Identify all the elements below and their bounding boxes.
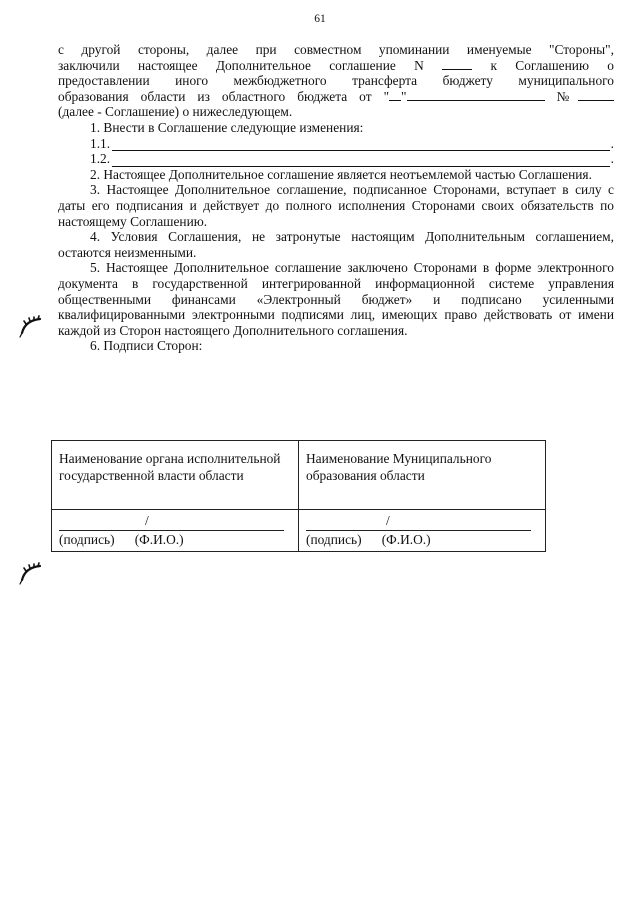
right-party-header: Наименование Муниципального образования области [306,451,492,483]
signature-slash: / [386,513,390,528]
change-item-1-2: 1.2. . [90,151,614,167]
intro-line-4: образования области из областного бюджета от " " № [58,89,614,105]
signature-slash: / [145,513,149,528]
agreement-ref-number-blank [578,89,614,101]
intro-line-2: заключили настоящее Дополнительное соглашение N к Соглашению о [58,57,614,73]
intro-line-1: с другой стороны, далее при совместном упоминании именуемые "Стороны", [58,42,614,57]
row-separator [52,509,298,510]
paragraph-5: 5. Настоящее Дополнительное соглашение заключено Сторонами в форме электронного документа в государственной интегрированной информационной системе управления общественными финансами «Электронный бюджет» и подписано усиленными квалифицированными электронными подписями лиц, имеющих право действовать от имени каждой из Сторон настоящего Дополнительного соглашения. [58,260,614,338]
change-item-1-1: 1.1. . [90,135,614,151]
signature-column-left [52,441,298,551]
signature-table [51,440,546,552]
hand-drawn-margin-mark-icon [18,562,44,586]
intro-line-3: предоставлении иного межбюджетного трансферта бюджету муниципального [58,73,614,89]
hand-drawn-margin-mark-icon [18,315,44,339]
date-day-blank [389,89,401,101]
intro-line-5: (далее - Соглашение) о нижеследующем. [58,104,293,120]
signature-column-right [298,441,545,551]
paragraph-4: 4. Условия Соглашения, не затронутые настоящим Дополнительным соглашением, остаются неизменными. [58,229,614,260]
left-party-header: Наименование органа исполнительной государственной власти области [59,451,281,483]
paragraph-6: 6. Подписи Сторон: [90,338,203,354]
date-month-year-blank [407,89,545,101]
document-body [58,42,614,354]
agreement-number-blank [442,58,472,70]
change-item-1-1-blank [112,138,610,151]
right-signature-line [306,512,531,531]
paragraph-2: 2. Настоящее Дополнительное соглашение является неотъемлемой частью Соглашения. [90,166,592,182]
left-signature-caption: (подпись) (Ф.И.О.) [59,532,184,547]
row-separator [299,509,545,510]
right-signature-caption: (подпись) (Ф.И.О.) [306,532,431,547]
page-number: 61 [314,13,326,25]
change-item-1-2-blank [112,154,610,167]
paragraph-3: 3. Настоящее Дополнительное соглашение, подписанное Сторонами, вступает в силу с даты его подписания и действует до полного исполнения Сторонами своих обязательств по настоящему Соглашению. [58,182,614,229]
paragraph-1: 1. Внести в Соглашение следующие изменения: [90,119,364,135]
left-signature-line [59,512,284,531]
